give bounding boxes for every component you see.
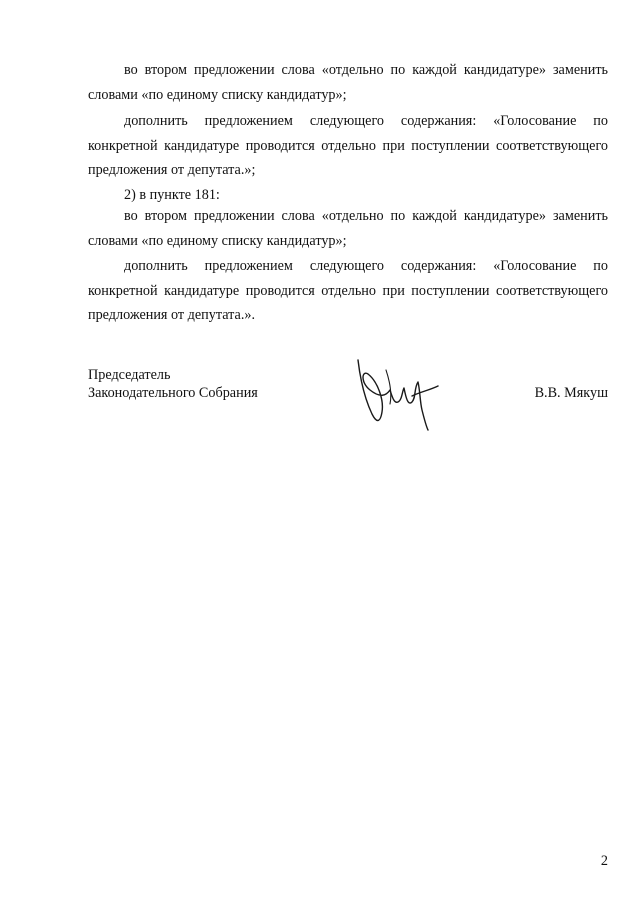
signature-title: [88, 366, 258, 402]
signature-title-line1: Председатель: [88, 367, 171, 383]
paragraph-1: во втором предложении слова «отдельно по каждой кандидатуре» заменить словами «по единому списку кандидатур»;: [88, 62, 608, 103]
page-number: 2: [600, 853, 608, 869]
handwritten-signature: [350, 352, 450, 432]
paragraph-2: дополнить предложением следующего содержания: «Голосование по конкретной кандидатуре проводится отдельно при поступлении соответствующего предложения от депутата.»;: [88, 113, 608, 178]
paragraph-5: дополнить предложением следующего содержания: «Голосование по конкретной кандидатуре проводится отдельно при поступлении соответствующего предложения от депутата.».: [88, 258, 608, 323]
signature-title-line2: Законодательного Собрания: [88, 385, 258, 401]
signatory-name: В.В. Мякуш: [534, 385, 608, 401]
paragraph-3: 2) в пункте 181:: [124, 187, 220, 203]
paragraph-4: во втором предложении слова «отдельно по каждой кандидатуре» заменить словами «по единому списку кандидатур»;: [88, 208, 608, 249]
